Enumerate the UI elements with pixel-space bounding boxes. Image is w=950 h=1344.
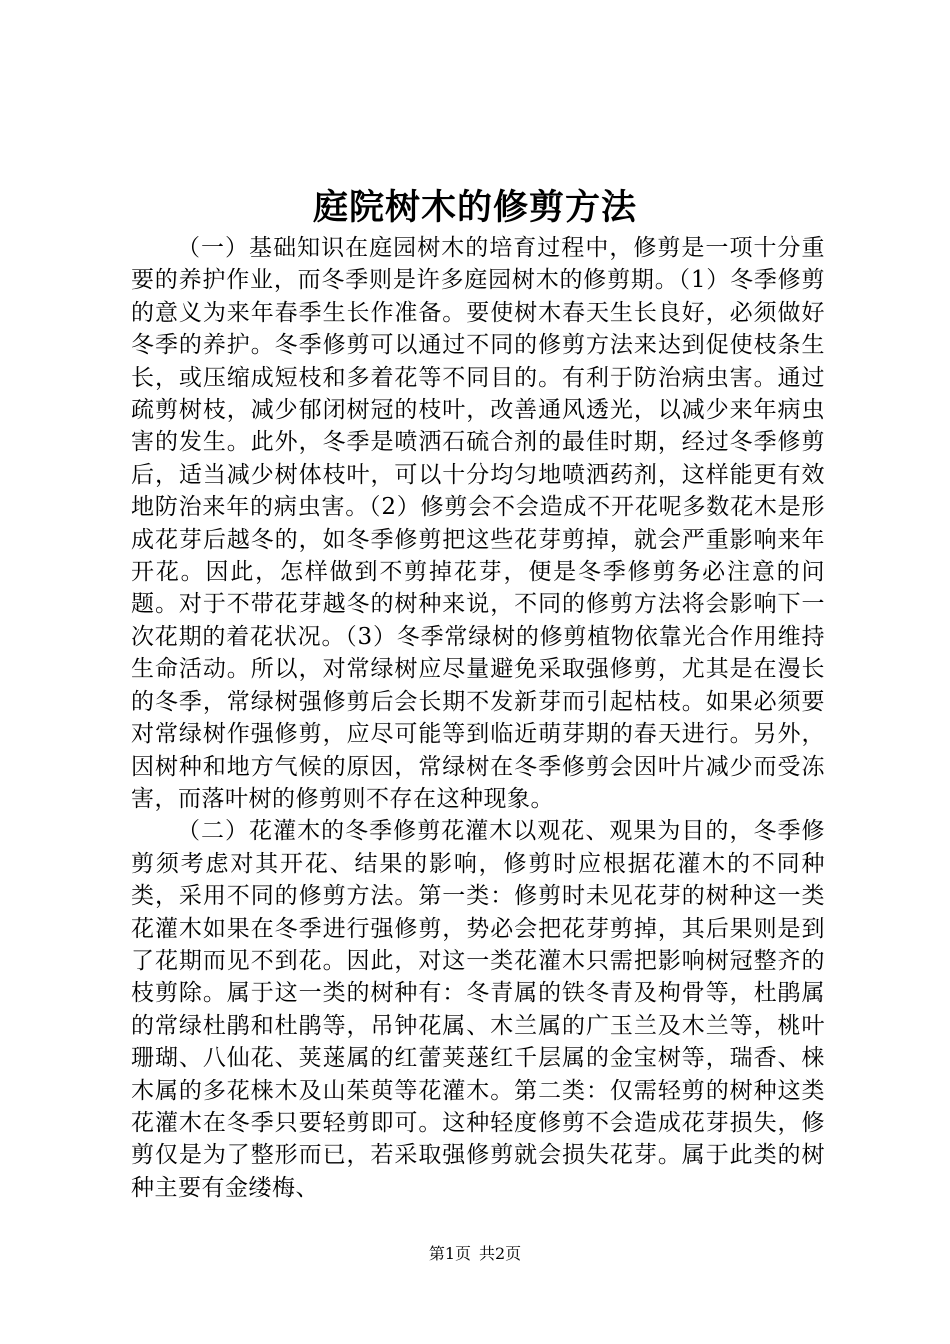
page-footer bbox=[0, 1244, 950, 1264]
document-title: 庭院树木的修剪方法 bbox=[312, 187, 637, 228]
paragraph-1: （一）基础知识在庭园树木的培育过程中，修剪是一项十分重要的养护作业，而冬季则是许多庭园树木的修剪期。（1）冬季修剪的意义为来年春季生长作准备。要使树木春天生长良好，必须做好冬季的养护。冬季修剪可以通过不同的修剪方法来达到促使枝条生长，或压缩成短枝和多着花等不同目的。有利于防治病虫害。通过疏剪树枝，减少郁闭树冠的枝叶，改善通风透光，以减少来年病虫害的发生。此外，冬季是喷洒石硫合剂的最佳时期，经过冬季修剪后，适当减少树体枝叶，可以十分均匀地喷洒药剂，这样能更有效地防治来年的病虫害。（2）修剪会不会造成不开花呢多数花木是形成花芽后越冬的，如冬季修剪把这些花芽剪掉，就会严重影响来年开花。因此，怎样做到不剪掉花芽，便是冬季修剪务必注意的问题。对于不带花芽越冬的树种来说，不同的修剪方法将会影响下一次花期的着花状况。（3）冬季常绿树的修剪植物依靠光合作用维持生命活动。所以，对常绿树应尽量避免采取强修剪，尤其是在漫长的冬季，常绿树强修剪后会长期不发新芽而引起枯枝。如果必须要对常绿树作强修剪，应尽可能等到临近萌芽期的春天进行。另外，因树种和地方气候的原因，常绿树在冬季修剪会因叶片减少而受冻害，而落叶树的修剪则不存在这种现象。 bbox=[131, 235, 825, 812]
page-number: 第1页 bbox=[428, 1244, 471, 1263]
document-body bbox=[131, 232, 825, 1204]
page-total: 共2页 bbox=[479, 1244, 522, 1263]
paragraph-2: （二）花灌木的冬季修剪花灌木以观花、观果为目的，冬季修剪须考虑对其开花、结果的影响，修剪时应根据花灌木的不同种类，采用不同的修剪方法。第一类：修剪时未见花芽的树种这一类花灌木如果在冬季进行强修剪，势必会把花芽剪掉，其后果则是到了花期而见不到花。因此，对这一类花灌木只需把影响树冠整齐的枝剪除。属于这一类的树种有：冬青属的铁冬青及枸骨等，杜鹃属的常绿杜鹃和杜鹃等，吊钟花属、木兰属的广玉兰及木兰等，桃叶珊瑚、八仙花、荚蒾属的红蕾荚蒾红千层属的金宝树等，瑞香、梾木属的多花梾木及山茱萸等花灌木。第二类：仅需轻剪的树种这类花灌木在冬季只要轻剪即可。这种轻度修剪不会造成花芽损失，修剪仅是为了整形而已，若采取强修剪就会损失花芽。属于此类的树种主要有金缕梅、 bbox=[131, 818, 825, 1201]
